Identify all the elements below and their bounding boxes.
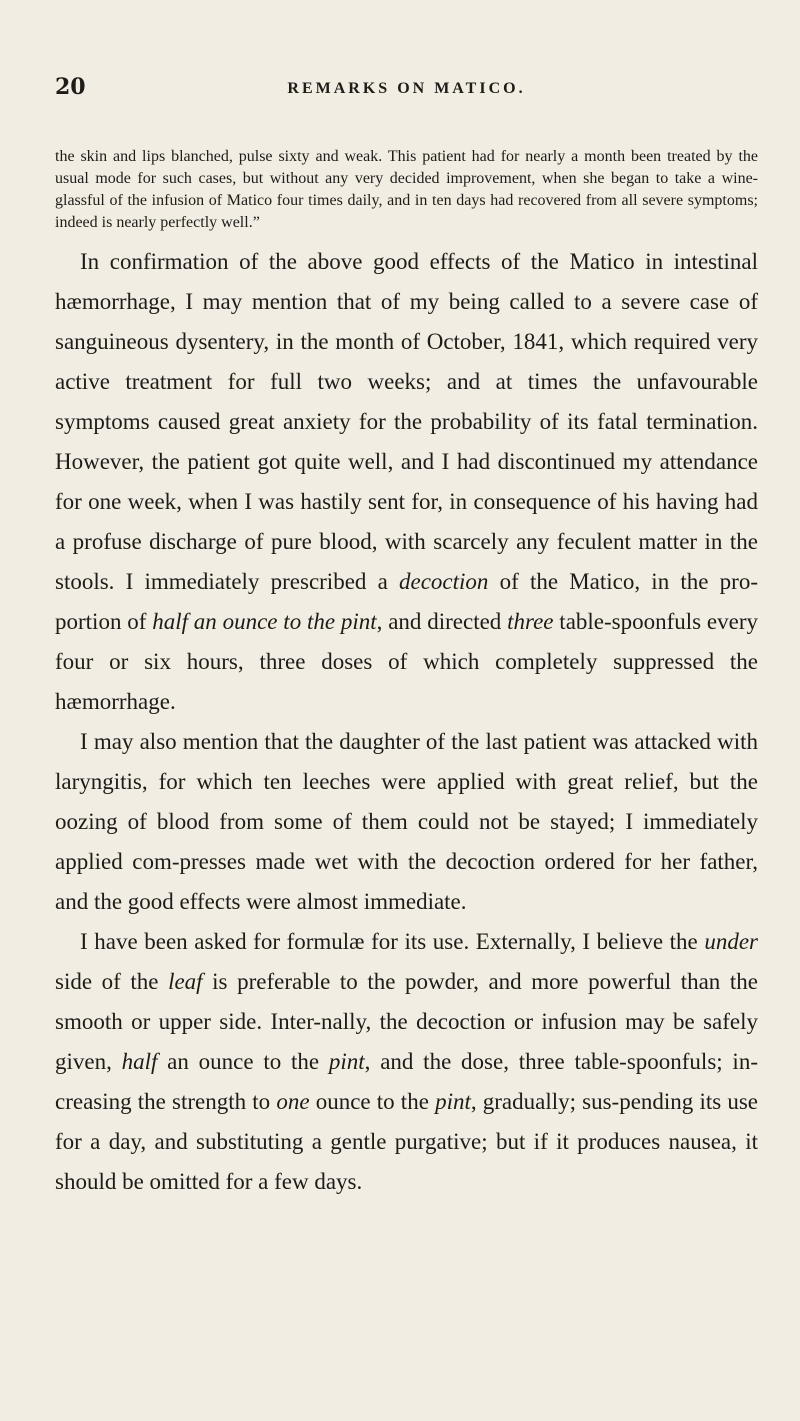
paragraph-text: an ounce to the	[157, 1049, 329, 1074]
quoted-case-paragraph	[55, 146, 758, 234]
paragraph-text: I may also mention that the daughter of the last patient was attacked with laryngitis, for which ten leeches were applied with great relief, but the oozing of blood from some of them could not be stayed; I immediately applied com-presses made wet with the decoction ordered for her father, and the good effects were almost immediate.	[55, 729, 758, 914]
italic-text: half an ounce to the pint	[152, 609, 377, 634]
page-header	[55, 74, 758, 112]
italic-text: half	[121, 1049, 158, 1074]
paragraph-text: , gradually; sus-pending its use for a day, and substituting a gentle purgative; but if it produces nausea, it should be omitted for a few days.	[55, 1089, 758, 1194]
paragraph-text: side of the	[55, 969, 169, 994]
paragraph-text: ounce to the	[309, 1089, 436, 1114]
italic-text: pint	[435, 1089, 471, 1114]
italic-text: decoction	[399, 569, 489, 594]
italic-text: pint	[328, 1049, 365, 1074]
paragraph-text: is preferable to the powder, and more powerful than the smooth or upper side. Inter-nally, the decoction or infusion may be safely given,	[55, 969, 758, 1074]
paragraph-formulae	[55, 922, 758, 1202]
page-number: 20	[55, 74, 86, 100]
paragraph-confirmation	[55, 242, 758, 722]
running-head: REMARKS ON MATICO.	[287, 80, 526, 97]
paragraph-text: , and the dose, three table-spoonfuls; in-creasing the strength to	[55, 1049, 758, 1114]
italic-text: three	[507, 609, 554, 634]
quoted-case-text: the skin and lips blanched, pulse sixty and weak. This patient had for nearly a month been treated by the usual mode for such cases, but without any very decided improvement, when she began to take a wine-glassful of the infusion of Matico four times daily, and in ten days had recovered from all severe symptoms; indeed is nearly perfectly well.”	[55, 148, 758, 231]
paragraph-text: , and directed	[376, 609, 508, 634]
paragraph-text: I have been asked for formulæ for its use. Externally, I believe the	[80, 929, 705, 954]
paragraph-text: In confirmation of the above good effects of the Matico in intestinal hæmorrhage, I may mention that of my being called to a severe case of sanguineous dysentery, in the month of October, 1841, which required very active treatment for full two weeks; and at times the unfavourable symptoms caused great anxiety for the probability of its fatal termination. However, the patient got quite well, and I had discontinued my attendance for one week, when I was hastily sent for, in consequence of his having had a profuse discharge of pure blood, with scarcely any feculent matter in the stools. I immediately prescribed a	[55, 249, 758, 594]
italic-text: under	[704, 929, 758, 954]
paragraph-text: table-spoonfuls every four or six hours, three doses of which completely suppressed the hæmorrhage.	[55, 609, 758, 714]
italic-text: one	[276, 1089, 310, 1114]
italic-text: leaf	[168, 969, 203, 994]
paragraph-text: of the Matico, in the pro-portion of	[55, 569, 758, 634]
paragraph-daughter	[55, 722, 758, 922]
